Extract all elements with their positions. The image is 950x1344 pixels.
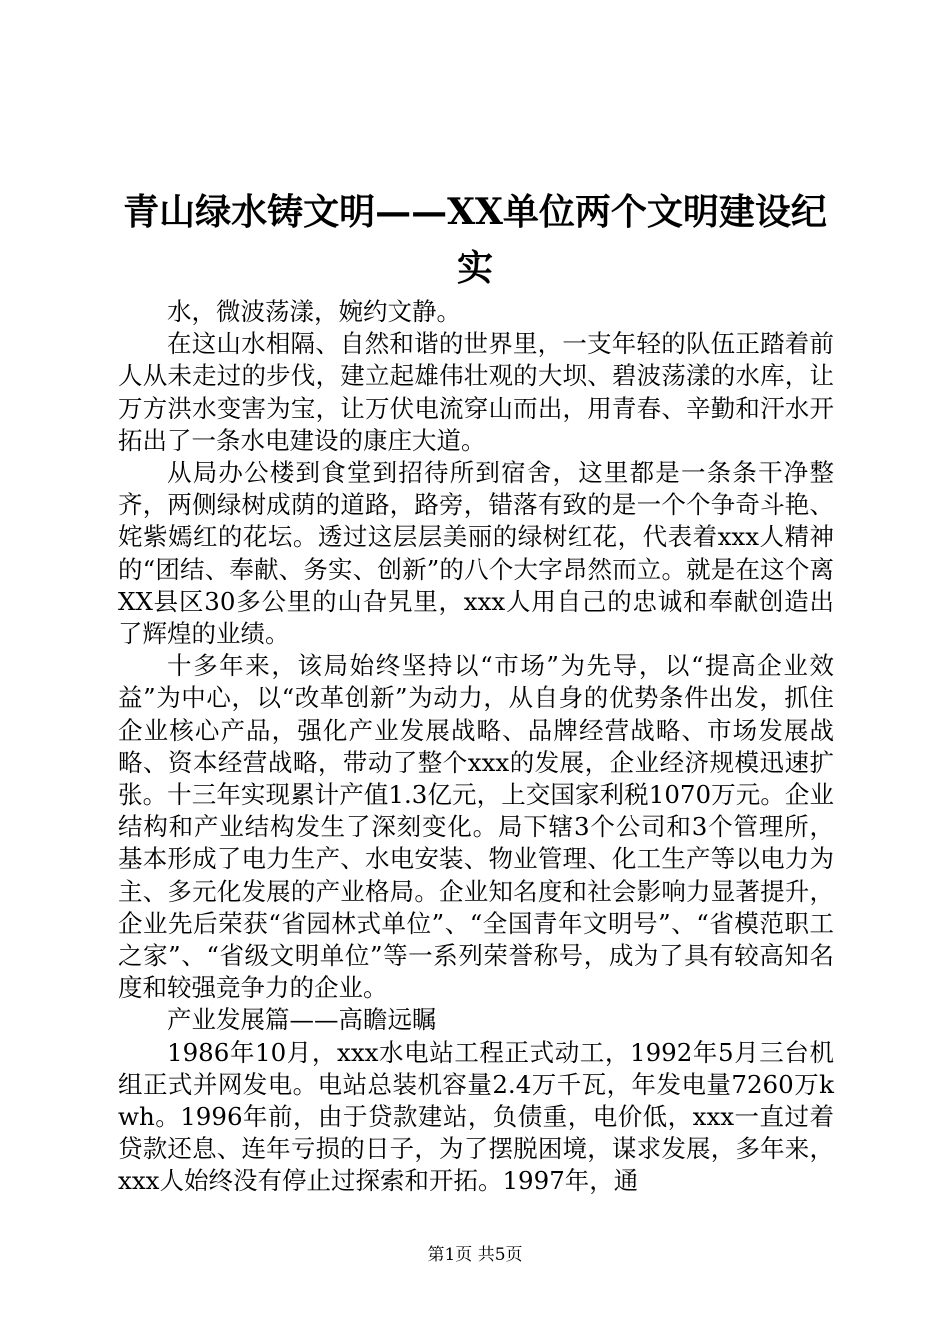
- paragraph: 在这山水相隔、自然和谐的世界里，一支年轻的队伍正踏着前人从未走过的步伐，建立起雄伟壮观的大坝、碧波荡漾的水库，让万方洪水变害为宝，让万伏电流穿山而出，用青春、辛勤和汗水开拓出了一条水电建设的康庄大道。: [118, 329, 834, 455]
- document-title: [120, 184, 830, 296]
- section-heading: 产业发展篇——高瞻远瞩: [167, 1005, 437, 1035]
- paragraph: 从局办公楼到食堂到招待所到宿舍，这里都是一条条干净整齐，两侧绿树成荫的道路，路旁，错落有致的是一个个争奇斗艳、姹紫嫣红的花坛。透过这层层美丽的绿树红花，代表着xxx人精神的“团结、奉献、务实、创新”的八个大字昂然而立。就是在这个离XX县区30多公里的山旮旯里，xxx人用自己的忠诚和奉献创造出了辉煌的业绩。: [118, 458, 834, 649]
- paragraph: 十多年来，该局始终坚持以“市场”为先导，以“提高企业效益”为中心，以“改革创新”为动力，从自身的优势条件出发，抓住企业核心产品，强化产业发展战略、品牌经营战略、市场发展战略、资本经营战略，带动了整个xxx的发展，企业经济规模迅速扩张。十三年实现累计产值1.3亿元，上交国家利税1070万元。企业结构和产业结构发生了深刻变化。局下辖3个公司和3个管理所，基本形成了电力生产、水电安装、物业管理、化工生产等以电力为主、多元化发展的产业格局。企业知名度和社会影响力显著提升，企业先后荣获“省园林式单位”、“全国青年文明号”、“省模范职工之家”、“省级文明单位”等一系列荣誉称号，成为了具有较高知名度和较强竞争力的企业。: [118, 651, 834, 1003]
- title-line-1: 青山绿水铸文明——XX单位两个文明建设纪: [123, 191, 827, 233]
- document-body: [118, 296, 834, 1198]
- paragraph: 1986年10月，xxx水电站工程正式动工，1992年5月三台机组正式并网发电。电站总装机容量2.4万千瓦，年发电量7260万kwh。1996年前，由于贷款建站，负债重，电价低，xxx一直过着贷款还息、连年亏损的日子，为了摆脱困境，谋求发展，多年来，xxx人始终没有停止过探索和开拓。1997年，通: [118, 1037, 834, 1196]
- page-footer: 第1页 共5页: [427, 1245, 523, 1265]
- title-line-2: 实: [456, 247, 493, 289]
- paragraph: 水，微波荡漾，婉约文静。: [167, 297, 461, 326]
